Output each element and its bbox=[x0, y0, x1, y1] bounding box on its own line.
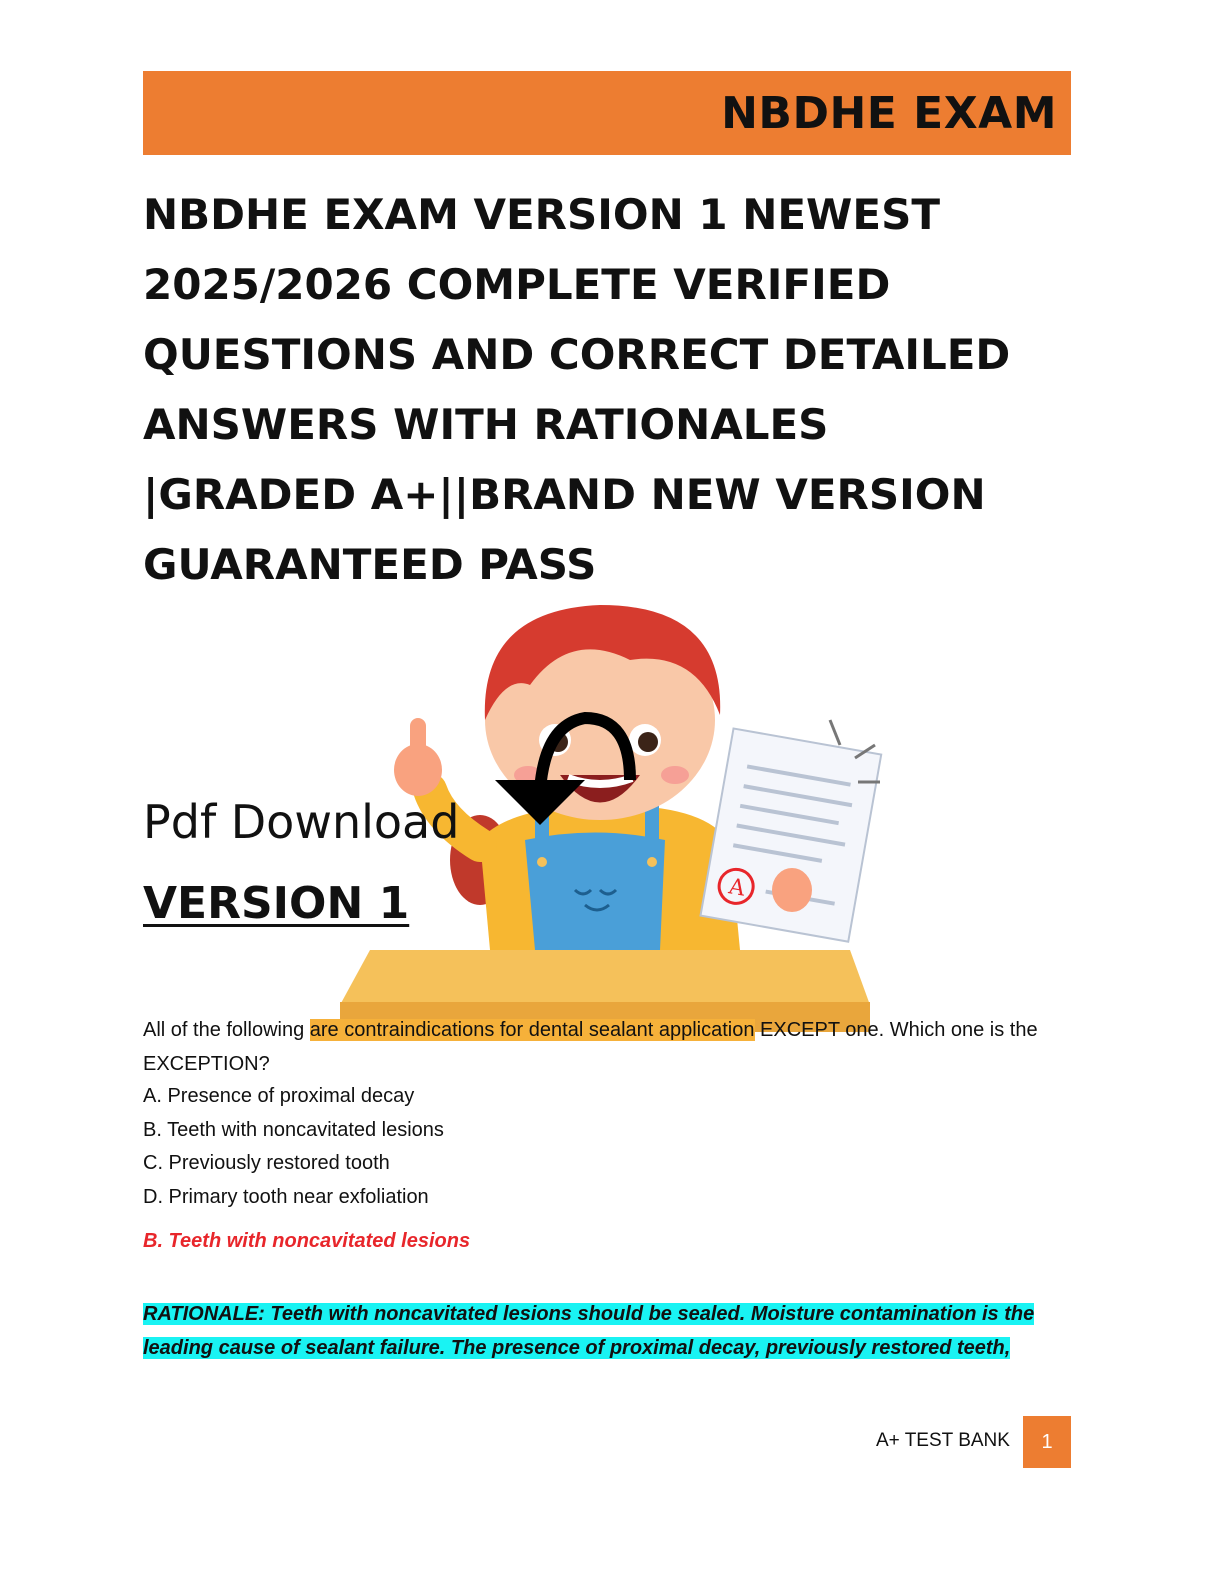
rationale-line: leading cause of sealant failure. The presence of proximal decay, previously restored teeth, bbox=[143, 1337, 1011, 1359]
title-line: 2025/2026 COMPLETE VERIFIED bbox=[143, 260, 891, 309]
version-label: VERSION 1 bbox=[143, 878, 410, 929]
question-text-end: EXCEPT one. Which one is the EXCEPTION? bbox=[143, 1019, 1038, 1075]
rationale bbox=[143, 1297, 1073, 1365]
document-title bbox=[143, 180, 1043, 600]
correct-answer: B. Teeth with noncavitated lesions bbox=[143, 1230, 471, 1252]
page-number: 1 bbox=[1023, 1416, 1071, 1468]
title-line: ANSWERS WITH RATIONALES bbox=[143, 400, 829, 449]
option-d: D. Primary tooth near exfoliation bbox=[143, 1185, 429, 1208]
pdf-download-label: Pdf Download bbox=[143, 795, 460, 849]
desk-top bbox=[340, 950, 870, 1005]
question-text bbox=[143, 1013, 1083, 1081]
question-text-start: All of the following bbox=[143, 1019, 310, 1041]
title-line: NBDHE EXAM VERSION 1 NEWEST bbox=[143, 190, 940, 239]
footer-label: A+ TEST BANK bbox=[876, 1430, 1010, 1451]
option-c: C. Previously restored tooth bbox=[143, 1152, 390, 1174]
option-b: B. Teeth with noncavitated lesions bbox=[143, 1118, 444, 1141]
answer-options bbox=[143, 1080, 1043, 1214]
question-highlight: are contraindications for dental sealant application bbox=[309, 1019, 755, 1041]
option-a: A. Presence of proximal decay bbox=[143, 1085, 415, 1107]
title-line: GUARANTEED PASS bbox=[143, 540, 597, 589]
banner-title: NBDHE EXAM bbox=[721, 87, 1057, 139]
rationale-line: RATIONALE: Teeth with noncavitated lesions should be sealed. Moisture contamination is the bbox=[143, 1303, 1035, 1325]
title-line: QUESTIONS AND CORRECT DETAILED bbox=[143, 330, 1011, 379]
paper-grade: A bbox=[726, 874, 747, 902]
header-banner bbox=[143, 71, 1071, 155]
title-line: |GRADED A+||BRAND NEW VERSION bbox=[143, 470, 986, 519]
